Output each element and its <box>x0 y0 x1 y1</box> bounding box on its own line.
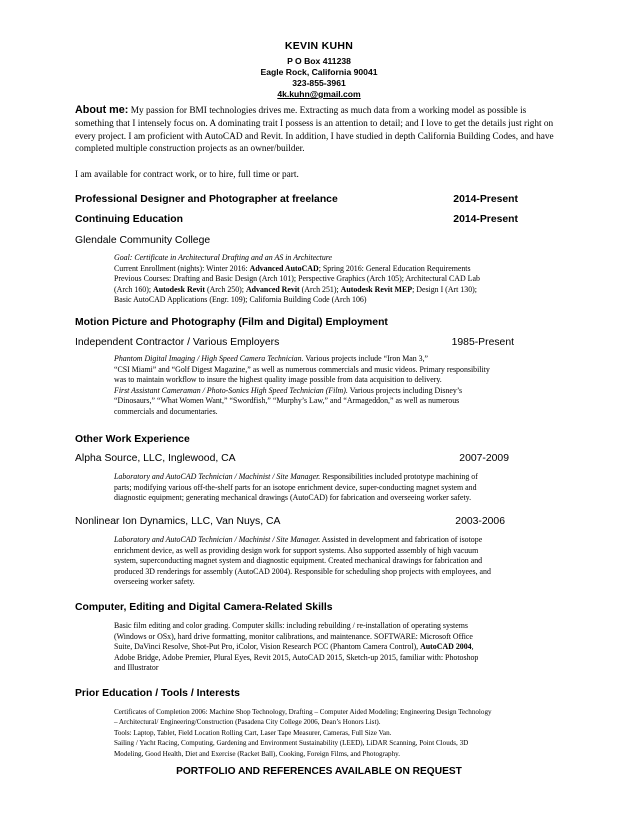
po-box: P O Box 411238 <box>287 56 351 66</box>
glendale-heading: Glendale Community College <box>75 235 211 246</box>
professional-dates: 2014-Present <box>453 194 518 205</box>
city-address: Eagle Rock, California 90041 <box>260 67 378 77</box>
glendale-previous-courses: Previous Courses: Drafting and Basic Design (Arch 101); Perspective Graphics (Arch 105); Architectural CAD Lab <box>114 274 480 284</box>
email-link[interactable]: 4k.kuhn@gmail.com <box>277 89 361 99</box>
glendale-courses-line-3: Basic AutoCAD Applications (Engr. 109); California Building Code (Arch 106) <box>114 295 367 305</box>
phone-number: 323-855-3961 <box>292 78 346 88</box>
prior-education-heading: Prior Education / Tools / Interests <box>75 688 240 699</box>
prior-line-5: Modeling, Good Health, Diet and Exercise (Racket Ball), Cooking, Foreign Films, and Photography. <box>114 749 401 758</box>
professional-title: Professional Designer and Photographer at freelance <box>75 194 338 205</box>
skills-details <box>114 621 569 674</box>
motion-dates: 1985-Present <box>451 337 514 348</box>
nonlinear-details <box>114 535 569 588</box>
continuing-title: Continuing Education <box>75 214 183 225</box>
nonlinear-line-4: produced 3D renderings for assembly (AutoCAD 2004). Responsible for scheduling shop projects with employees, and <box>114 566 491 576</box>
motion-employer-row <box>75 337 565 348</box>
glendale-details <box>114 253 569 306</box>
alpha-employer: Alpha Source, LLC, Inglewood, CA <box>75 453 236 464</box>
motion-employer: Independent Contractor / Various Employers <box>75 337 280 348</box>
continuing-education-heading <box>75 214 565 225</box>
glendale-goal: Goal: Certificate in Architectural Drafting and an AS in Architecture <box>114 253 333 262</box>
nonlinear-employer: Nonlinear Ion Dynamics, LLC, Van Nuys, CA <box>75 516 281 527</box>
alpha-employer-row <box>75 453 565 464</box>
motion-picture-heading: Motion Picture and Photography (Film and Digital) Employment <box>75 317 388 328</box>
continuing-dates: 2014-Present <box>453 214 518 225</box>
other-work-heading: Other Work Experience <box>75 434 190 445</box>
nonlinear-line-2: enrichment device, as well as providing design work for support systems. Also supported assembly of high vacuum <box>114 545 479 555</box>
alpha-line-3: diagnostic equipment; generating mechanical drawings (AutoCAD) for fabrication and overseeing worker safety. <box>114 493 472 503</box>
glendale-current-enrollment: Current Enrollment (nights): Winter 2016: Advanced AutoCAD; Spring 2016: General Education Requirements <box>114 263 471 273</box>
motion-line-3: was to maintain workflow to insure the highest quality image possible from data acquisition to delivery. <box>114 375 442 385</box>
nonlinear-line-5: overseeing worker safety. <box>114 577 195 587</box>
motion-line-4: First Assistant Cameraman / Photo-Sonics High Speed Technician (Film). Various projects including Disney’s <box>114 385 463 395</box>
skills-line-3: Suite, DaVinci Resolve, Shot-Put Pro, iColor, Vision Research PCC (Phantom Camera Control), AutoCAD 2004, <box>114 642 474 652</box>
professional-heading <box>75 194 565 205</box>
portfolio-footer: PORTFOLIO AND REFERENCES AVAILABLE ON REQUEST <box>176 766 462 777</box>
prior-line-1: Certificates of Completion 2006: Machine Shop Technology, Drafting – Computer Aided Modeling; Engineering Design Technology <box>114 708 492 716</box>
about-paragraph <box>75 104 565 156</box>
prior-education-details <box>114 707 574 759</box>
alpha-dates: 2007-2009 <box>459 453 509 464</box>
motion-line-2: “CSI Miami” and “Golf Digest Magazine,” as well as numerous commercials and music videos. Primary responsibility <box>114 364 490 374</box>
skills-line-2: (Windows or OSx), hard drive formatting, monitor calibrations, and maintenance. SOFTWARE: Microsoft Office <box>114 631 473 641</box>
nonlinear-dates: 2003-2006 <box>455 516 505 527</box>
skills-heading: Computer, Editing and Digital Camera-Related Skills <box>75 602 333 613</box>
glendale-courses-line-2: (Arch 160); Autodesk Revit (Arch 250); Advanced Revit (Arch 251); Autodesk Revit MEP; Design I (Art 130); <box>114 284 477 294</box>
resume-name: KEVIN KUHN <box>284 40 354 52</box>
skills-line-5: and Illustrator <box>114 663 159 673</box>
alpha-line-2: parts; modifying various off-the-shelf parts for an isotope enrichment device, super-conducting magnet system and <box>114 482 477 492</box>
prior-line-4: Sailing / Yacht Racing, Computing, Gardening and Environment Sustainability (LEED), LiDAR Scanning, Point Clouds, 3D <box>114 739 469 748</box>
nonlinear-line-3: system, superconducting magnet system and diagnostic equipment. Created mechanical drawings for fabrication and <box>114 556 483 566</box>
prior-line-3: Tools: Laptop, Tablet, Field Location Rolling Cart, Laser Tape Measurer, Cameras, Full Size Van. <box>114 728 392 737</box>
about-label: About me: <box>75 104 129 116</box>
motion-details <box>114 354 569 418</box>
motion-line-5: “Dinosaurs,” “What Women Want,” “Swordfish,” “Murphy’s Law,” and “Armageddon,” as well as numerous <box>114 396 460 406</box>
alpha-line-1: Laboratory and AutoCAD Technician / Machinist / Site Manager. Responsibilities included prototype machining of <box>114 472 478 481</box>
availability-text: I am available for contract work, or to hire, full time or part. <box>75 170 299 180</box>
nonlinear-employer-row <box>75 516 565 527</box>
skills-line-4: Adobe Bridge, Adobe Premier, Plural Eyes, Revit 2015, AutoCAD 2015, Sketch-up 2015, familiar with: Photoshop <box>114 652 479 662</box>
motion-line-1: Phantom Digital Imaging / High Speed Camera Technician. Various projects include “Iron Man 3,” <box>114 354 429 363</box>
prior-line-2: – Architectural/ Engineering/Construction (Pasadena City College 2006, Dean’s Honors List). <box>114 718 381 727</box>
nonlinear-line-1: Laboratory and AutoCAD Technician / Machinist / Site Manager. Assisted in development and fabrication of isotope <box>114 535 483 544</box>
skills-line-1: Basic film editing and color grading. Computer skills: including rebuilding / re-installation of operating systems <box>114 621 468 630</box>
about-text: My passion for BMI technologies drives me. Extracting as much data from a working model as possible is something that I intensely focus on. A dominating trait I possess is an attention to detail; and I love to get the details just right on every project. I am proficient with AutoCAD and Revit. In addition, I have studied in depth California Building Codes, and have completed multiple construction projects as an owner/builder. <box>75 106 554 155</box>
alpha-details <box>114 472 569 504</box>
motion-line-6: commercials and documentaries. <box>114 406 218 416</box>
